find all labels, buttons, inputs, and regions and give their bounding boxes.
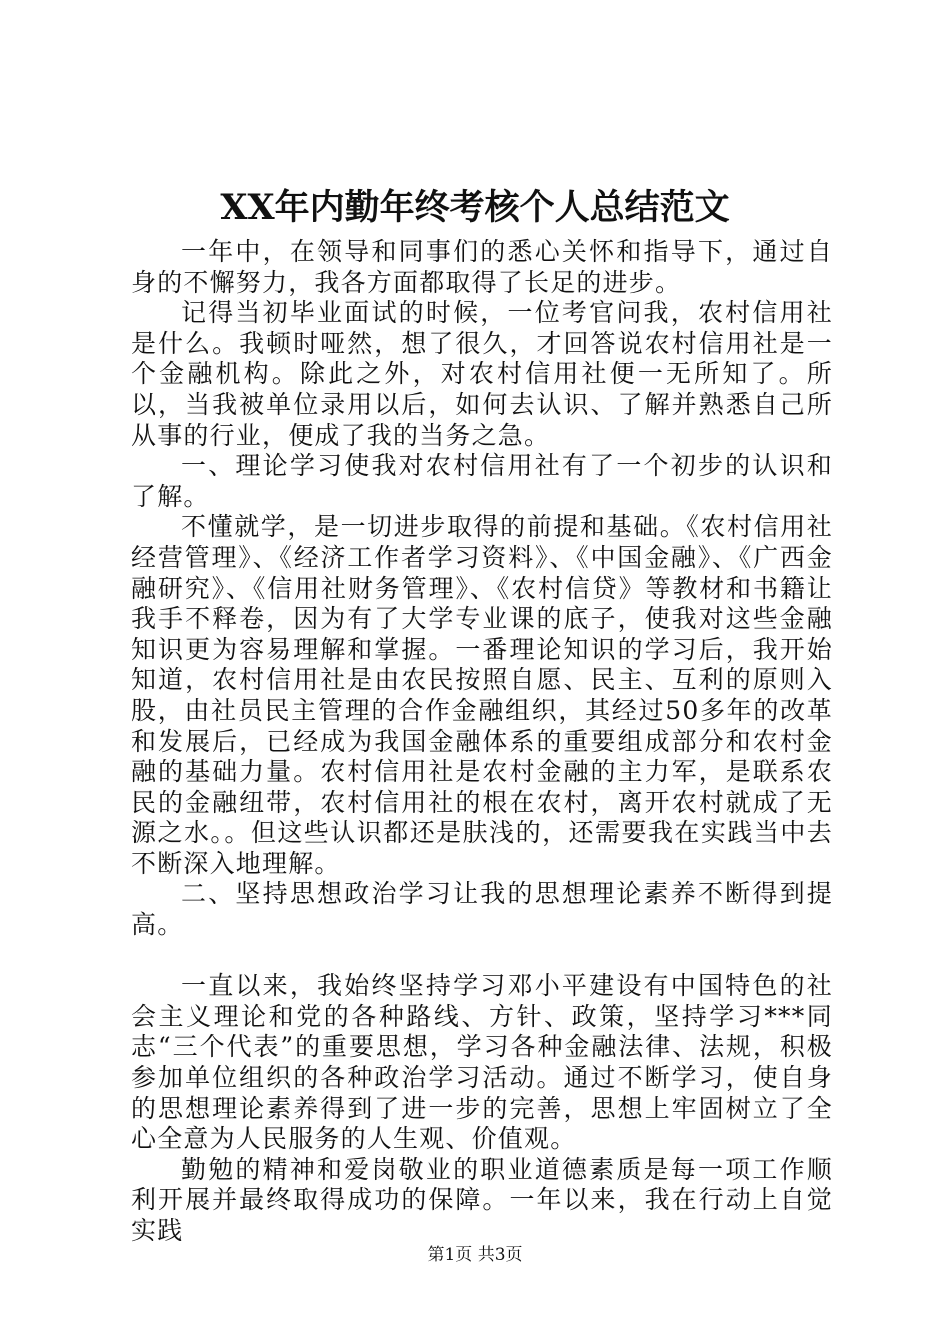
- page-footer: 第1页 共3页: [427, 1245, 523, 1265]
- paragraph-politics: 一直以来，我始终坚持学习邓小平建设有中国特色的社会主义理论和党的各种路线、方针、政策，坚持学习***同志“三个代表”的重要思想，学习各种金融法律、法规，积极参加单位组织的各种政治学习活动。通过不断学习，使自身的思想理论素养得到了进一步的完善，思想上牢固树立了全心全意为人民服务的人生观、价值观。: [131, 971, 833, 1154]
- document-title: XX年内勤年终考核个人总结范文: [220, 187, 730, 228]
- paragraph-interview: 记得当初毕业面试的时候，一位考官问我，农村信用社是什么。我顿时哑然，想了很久，才回答说农村信用社是一个金融机构。除此之外，对农村信用社便一无所知了。所以，当我被单位录用以后，如何去认识、了解并熟悉自己所从事的行业，便成了我的当务之急。: [131, 298, 833, 450]
- paragraph-theory: 不懂就学，是一切进步取得的前提和基础。《农村信用社经营管理》、《经济工作者学习资料》、《中国金融》、《广西金融研究》、《信用社财务管理》、《农村信贷》等教材和书籍让我手不释卷，因为有了大学专业课的底子，使我对这些金融知识更为容易理解和掌握。一番理论知识的学习后，我开始知道，农村信用社是由农民按照自愿、民主、互利的原则入股，由社员民主管理的合作金融组织，其经过50多年的改革和发展后，已经成为我国金融体系的重要组成部分和农村金融的基础力量。农村信用社是农村金融的主力军，是联系农民的金融纽带，农村信用社的根在农村，离开农村就成了无源之水。。但这些认识都还是肤浅的，还需要我在实践当中去不断深入地理解。: [131, 512, 833, 878]
- paragraph-diligence: 勤勉的精神和爱岗敬业的职业道德素质是每一项工作顺利开展并最终取得成功的保障。一年以来，我在行动上自觉实践: [131, 1154, 833, 1245]
- paragraph-intro: 一年中，在领导和同事们的悉心关怀和指导下，通过自身的不懈努力，我各方面都取得了长足的进步。: [131, 237, 833, 297]
- section-heading-theory: 一、理论学习使我对农村信用社有了一个初步的认识和了解。: [131, 451, 833, 511]
- section-heading-politics: 二、坚持思想政治学习让我的思想理论素养不断得到提高。: [131, 879, 833, 940]
- document-body: [131, 237, 833, 1247]
